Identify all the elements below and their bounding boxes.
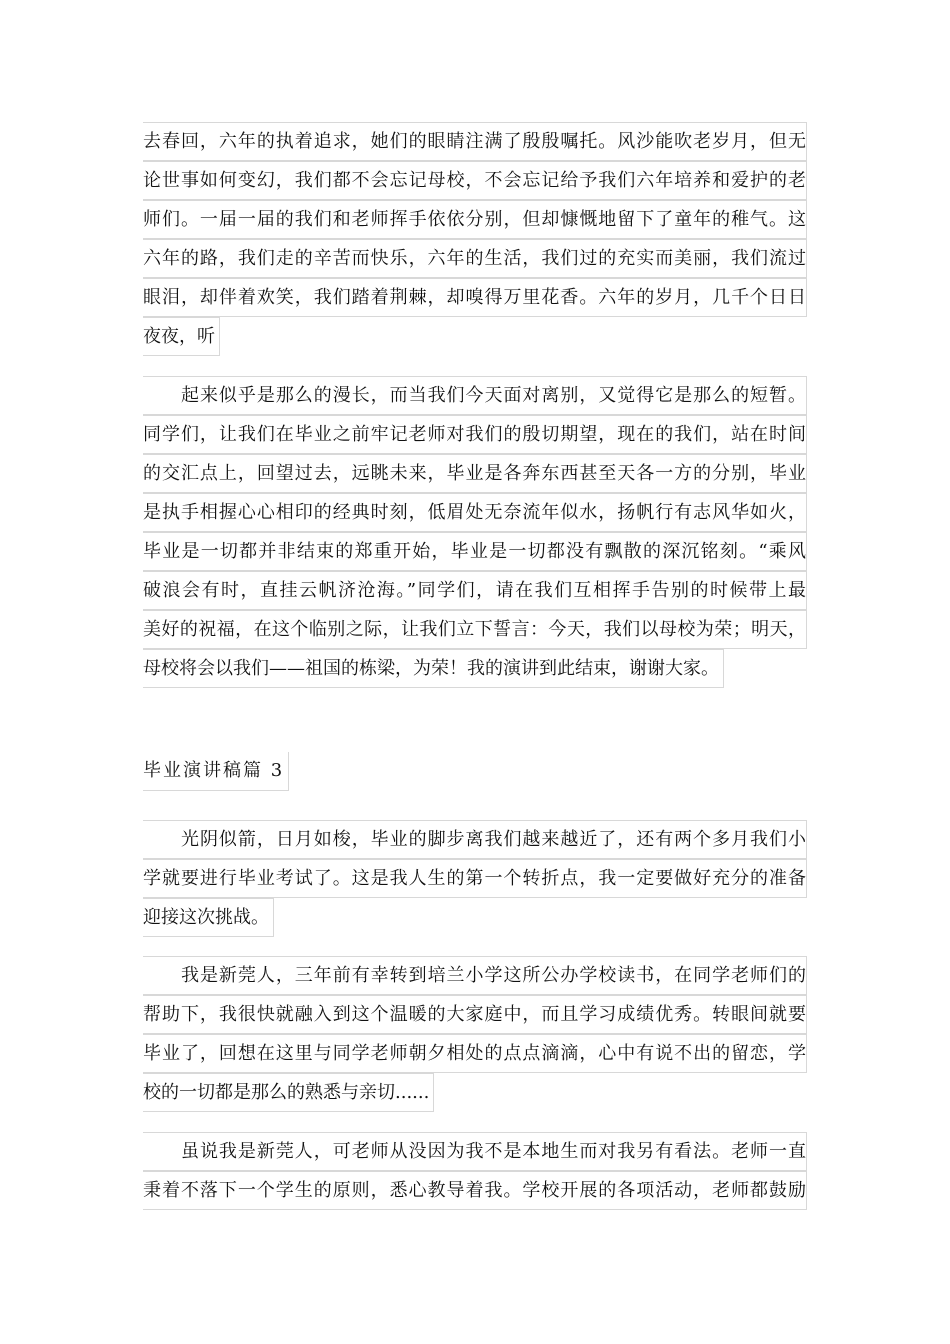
text-line: 师们。一届一届的我们和老师挥手依依分别，但却慷慨地留下了童年的稚气。这 [143,200,807,239]
text-line: 迎接这次挑战。 [143,898,274,937]
text-line: 我是新莞人，三年前有幸转到培兰小学这所公办学校读书，在同学老师们的 [143,956,807,995]
text-line: 同学们，让我们在毕业之前牢记老师对我们的殷切期望，现在的我们，站在时间 [143,415,807,454]
text-line: 的交汇点上，回望过去，远眺未来，毕业是各奔东西甚至天各一方的分别，毕业 [143,454,807,493]
text-line: 夜夜，听 [143,317,220,356]
paragraph-2 [143,376,807,692]
text-line: 美好的祝福，在这个临别之际，让我们立下誓言：今天，我们以母校为荣；明天， [143,610,807,649]
text-line: 学就要进行毕业考试了。这是我人生的第一个转折点，我一定要做好充分的准备 [143,859,807,898]
text-line: 去春回，六年的执着追求，她们的眼睛注满了殷殷嘱托。风沙能吹老岁月，但无 [143,122,807,161]
text-line: 毕业是一切都并非结束的郑重开始，毕业是一切都没有飘散的深沉铭刻。“乘风 [143,532,807,571]
section-heading: 毕业演讲稿篇 3 [143,752,289,791]
text-line: 毕业了，回想在这里与同学老师朝夕相处的点点滴滴，心中有说不出的留恋，学 [143,1034,807,1073]
text-line: 秉着不落下一个学生的原则，悉心教导着我。学校开展的各项活动，老师都鼓励 [143,1171,807,1210]
text-line: 光阴似箭，日月如梭，毕业的脚步离我们越来越近了，还有两个多月我们小 [143,820,807,859]
paragraph-3 [143,820,807,941]
text-line: 六年的路，我们走的辛苦而快乐，六年的生活，我们过的充实而美丽，我们流过 [143,239,807,278]
text-line: 母校将会以我们——祖国的栋梁，为荣！我的演讲到此结束，谢谢大家。 [143,649,724,688]
text-line: 起来似乎是那么的漫长，而当我们今天面对离别，又觉得它是那么的短暂。 [143,376,807,415]
text-line: 破浪会有时，直挂云帆济沧海。”同学们，请在我们互相挥手告别的时候带上最 [143,571,807,610]
paragraph-5 [143,1132,807,1210]
text-line: 论世事如何变幻，我们都不会忘记母校，不会忘记给予我们六年培养和爱护的老 [143,161,807,200]
text-line: 虽说我是新莞人，可老师从没因为我不是本地生而对我另有看法。老师一直 [143,1132,807,1171]
paragraph-4 [143,956,807,1116]
text-line: 眼泪，却伴着欢笑，我们踏着荆棘，却嗅得万里花香。六年的岁月，几千个日日 [143,278,807,317]
text-line: 是执手相握心心相印的经典时刻，低眉处无奈流年似水，扬帆行有志风华如火， [143,493,807,532]
text-line: 帮助下，我很快就融入到这个温暖的大家庭中，而且学习成绩优秀。转眼间就要 [143,995,807,1034]
text-line: 校的一切都是那么的熟悉与亲切...... [143,1073,434,1112]
paragraph-1 [143,122,807,360]
